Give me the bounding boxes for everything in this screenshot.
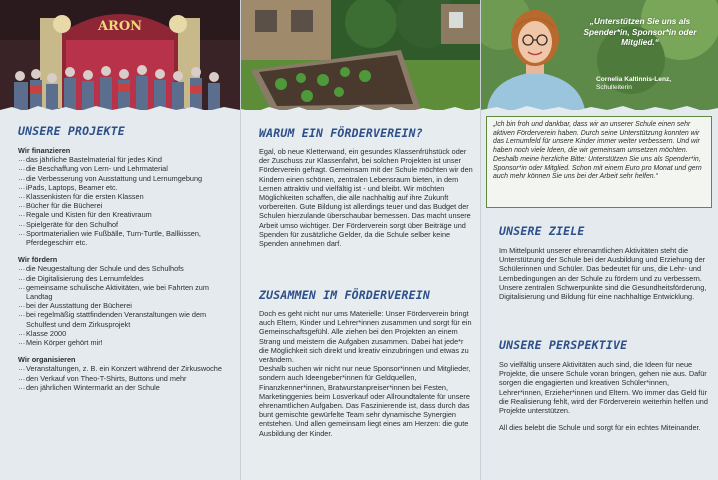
list-item: … den Verkauf von Theo-T-Shirts, Buttons und mehr: [18, 374, 234, 383]
perspective-paragraph-1: So vielfältig unsere Aktivitäten auch sind, die Ideen für neue Projekte, die unsere Schule voran bringen, gehen nie aus. Dafür sorgen die engagierten und kreativen Schüler*innen, Lehrer*innen, Erzieher*innen und Eltern. Wo immer das Geld für die Realisierung fehlt, wird der Förderverein weiterhin helfen und Projekte unterstützen.: [499, 360, 708, 416]
together-paragraph-2: Deshalb suchen wir nicht nur neue Sponsor*innen und Mitglieder, sondern auch Ideengeber*innen für Geldquellen, Finanzkenner*innen, Bratwurstanpreiser*innen bei Festen, Marketinggenies beim Losverkauf oder Allroundtalente für unsere ehrenamtlichen Aufgaben. Das Faszinierende ist, dass durch das bunt gemischte gewürfelte Team sehr dynamische Synergien entstehen. Und allen gemeinsam liegt eines am Herzen: die gute Ausbildung der Kinder.: [259, 364, 471, 438]
finance-title: Wir finanzieren: [18, 146, 71, 155]
list-item: … bei der Ausstattung der Bücherei: [18, 301, 234, 310]
heading-why: WARUM EIN FÖRDERVEREIN?: [259, 126, 423, 140]
heading-goals: UNSERE ZIELE: [499, 224, 585, 238]
list-item: … iPads, Laptops, Beamer etc.: [18, 183, 234, 192]
paper-tear-edge: [0, 104, 240, 118]
list-item: … die Digitalisierung des Lernumfeldes: [18, 274, 234, 283]
why-paragraph: Egal, ob neue Kletterwand, ein gesundes Klassenfrühstück oder der Zuschuss zur Klassenfahrt, bei solchen Projekten ist unser Förderverein gefragt. Gemeinsam mit der Schule möchten wir den Kindern einen schönen, zentralen Lebensraum bieten, in dem Lernen attraktiv und vielfältig ist - und bleibt. Wir möchten Möglichkeiten schaffen, die alle nachhaltig auf ihre Zukunft vorbereiten. Gute Bildung ist allerdings teuer und das Budget der Schulen hierzulande überschaubar bemessen. Das macht unsere Arbeit umso wichtiger. Der Förderverein sorgt über Beiträge und Spenden für zusätzliche Gelder, da die Schule selber keine Spenden annehmen darf.: [259, 147, 473, 249]
column-goals: [481, 0, 718, 480]
principal-statement: „Ich bin froh und dankbar, dass wir an unserer Schule einen sehr aktiven Förderverein haben. Durch seine Unterstützung konnten wir das Lernumfeld für unsere Kinder immer weiter verbessern. Und wir haben noch viele Ideen, die wir gemeinsam umsetzen möchten. Deshalb meine herzliche Bitte: Unterstützen Sie uns als Spender*in, Sponsor*in oder Mitglied. Schon mit einem Euro pro Monat und gern auch mehr können Sie uns bei der Arbeit sehr helfen.“: [493, 121, 702, 181]
list-item: … Bücher für die Bücherei: [18, 201, 234, 210]
list-item: … Spielgeräte für den Schulhof: [18, 220, 234, 229]
circus-photo: [0, 0, 240, 110]
column-why: [241, 0, 480, 480]
finance-list: [18, 155, 234, 247]
why-text: [259, 147, 473, 248]
list-item: … die Neugestaltung der Schule und des Schulhofs: [18, 264, 234, 273]
pull-quote: „Unterstützen Sie uns als Spender*in, Sponsor*in oder Mitglied.“: [583, 16, 697, 48]
organize-list: [18, 364, 234, 392]
projects-text: [18, 146, 234, 392]
circus-sign: ARON: [97, 19, 143, 34]
perspective-text: [499, 360, 712, 432]
list-item: … bei regelmäßig stattfindenden Veranstaltungen wie dem Schulfest und dem Zirkusprojekt: [18, 310, 234, 328]
perspective-paragraph-2: All dies belebt die Schule und sorgt für ein echtes Miteinander.: [499, 423, 701, 433]
heading-perspective: UNSERE PERSPEKTIVE: [499, 338, 628, 352]
goals-paragraph: Im Mittelpunkt unserer ehrenamtlichen Aktivitäten steht die Unterstützung der Schule bei der Ausbildung und Erziehung der Schülerinnen und Schüler. Das bedeutet für uns, die Lehr- und Lernbedingungen an der Schule zu fördern und zu verbessern. Unsere zentralen Schwerpunkte sind die Gesundheitsförderung, Digitalisierung und Bildung für eine nachhaltige Entwicklung.: [499, 246, 707, 302]
list-item: … Regale und Kisten für den Kreativraum: [18, 210, 234, 219]
principal-name: Cornelia Kaltinnis-Lenz,: [596, 76, 672, 83]
list-item: … gemeinsame schulische Aktivitäten, wie bei Fahrten zum Landtag: [18, 283, 234, 301]
heading-together: ZUSAMMEN IM FÖRDERVEREIN: [259, 288, 430, 302]
list-item: … Klassenkisten für die ersten Klassen: [18, 192, 234, 201]
together-text: [259, 309, 473, 438]
organize-title: Wir organisieren: [18, 355, 76, 365]
list-item: … Klasse 2000: [18, 329, 234, 338]
list-item: … Sportmaterialien wie Fußbälle, Turn-Turtle, Ballkissen, Pferdegeschirr etc.: [18, 229, 234, 247]
principal-role: Schulleiterin: [596, 84, 632, 91]
together-paragraph-1: Doch es geht nicht nur ums Materielle: Unser Förderverein bringt auch Eltern, Kinder und Lehrer*innen zusammen und sorgt für ein Gemeinschaftsgefühl. Alle ziehen bei den Projekten an einem Strang und meistern die Aufgaben zusammen. Dabei hat jede*r die Möglichkeit sich direkt und kreativ einzubringen und etwas zu verändern.: [259, 309, 472, 365]
portrait-caption: [596, 76, 716, 92]
support-list: [18, 264, 234, 347]
garden-photo: [241, 0, 480, 110]
principal-statement-box: [486, 116, 712, 208]
list-item: … Mein Körper gehört mir!: [18, 338, 234, 347]
list-item: … die Beschaffung von Lern- und Lehrmaterial: [18, 164, 234, 173]
heading-projects: UNSERE PROJEKTE: [18, 124, 125, 138]
support-title: Wir fördern: [18, 255, 58, 265]
list-item: … den jährlichen Wintermarkt an der Schule: [18, 383, 234, 392]
list-item: … die Verbesserung von Ausstattung und Lernumgebung: [18, 174, 234, 183]
paper-tear-edge: [241, 104, 480, 118]
list-item: … Veranstaltungen, z. B. ein Konzert während der Zirkuswoche: [18, 364, 234, 373]
goals-text: [499, 246, 712, 301]
column-projects: [0, 0, 240, 480]
list-item: … das jährliche Bastelmaterial für jedes Kind: [18, 155, 234, 164]
